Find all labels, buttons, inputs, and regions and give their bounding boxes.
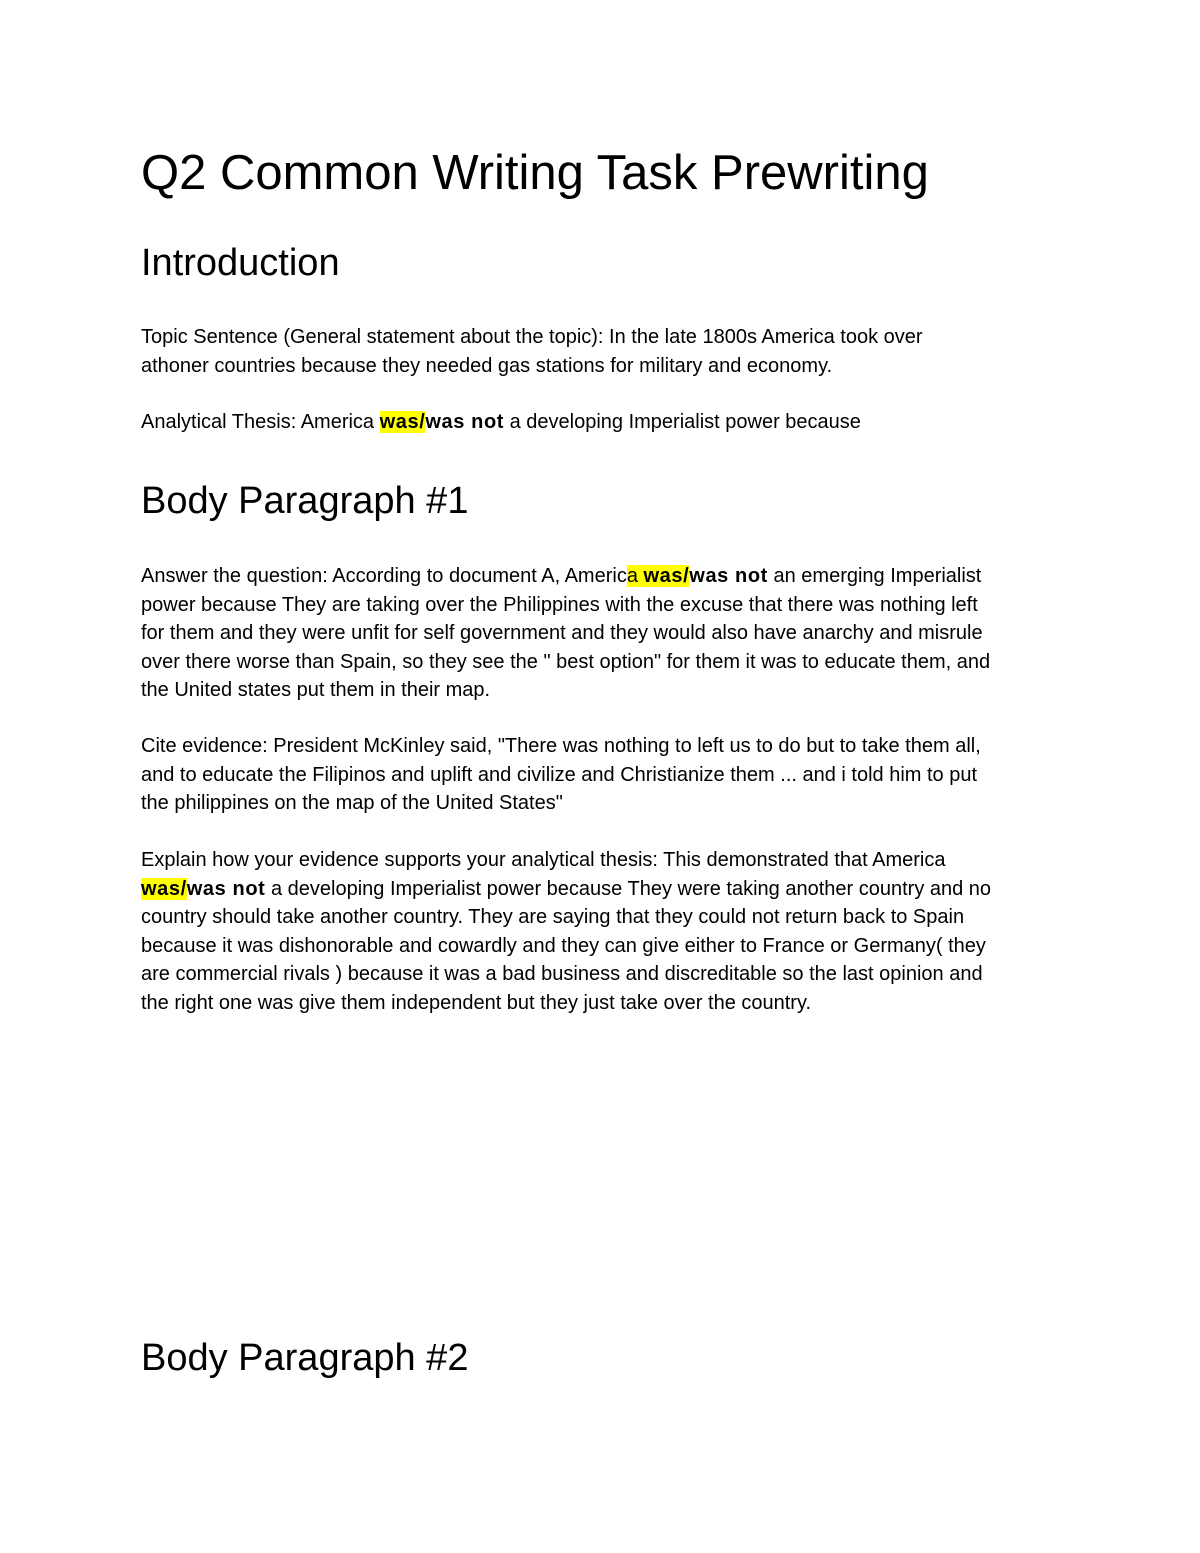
explain-line-4: because it was dishonorable and cowardly and they can give either to France or Germany( they [141, 934, 986, 957]
evidence-line-2: and to educate the Filipinos and uplift and civilize and Christianize them ... and i told him to put [141, 763, 978, 786]
topic-sentence-line-1: Topic Sentence (General statement about the topic): In the late 1800s America took over [141, 326, 923, 348]
body-paragraph-1-heading: Body Paragraph #1 [141, 480, 469, 522]
thesis-was-not: was not [425, 411, 505, 433]
introduction-heading: Introduction [141, 242, 340, 284]
answer-suffix: an emerging Imperialist [767, 565, 982, 587]
explain-line-6: the right one was give them independent but they just take over the country. [141, 991, 812, 1014]
answer-line-3: for them and they were unfit for self government and they would also have anarchy and misrule [141, 622, 983, 644]
explain-evidence [141, 846, 1071, 1017]
answer-prefix: Answer the question: According to document A, Americ [141, 565, 627, 587]
answer-was-not: was not [689, 565, 768, 587]
answer-the-question [141, 562, 1071, 705]
answer-line-4: over there worse than Spain, so they see the " best option" for them it was to educate them, and [141, 650, 991, 673]
thesis-suffix: a developing Imperialist power because [504, 411, 861, 433]
body-paragraph-2-heading: Body Paragraph #2 [141, 1337, 469, 1379]
topic-sentence [141, 323, 1071, 380]
explain-line-2-suffix: a developing Imperialist power because They were taking another country and no [265, 877, 992, 900]
thesis-prefix: Analytical Thesis: America [141, 411, 380, 433]
explain-line-5: are commercial rivals ) because it was a bad business and discreditable so the last opinion and [141, 963, 983, 985]
thesis-was-highlight: was/ [379, 411, 426, 433]
topic-sentence-line-2: athoner countries because they needed gas stations for military and economy. [141, 354, 833, 377]
answer-line-2: power because They are taking over the Philippines with the excuse that there was nothing left [141, 593, 978, 616]
document-title: Q2 Common Writing Task Prewriting [141, 146, 929, 200]
explain-line-1: Explain how your evidence supports your analytical thesis: This demonstrated that America [141, 849, 946, 871]
explain-line-3: country should take another country. They are saying that they could not return back to Spain [141, 906, 965, 928]
explain-was-highlight: was/ [141, 877, 187, 900]
answer-was-highlight: was/ [643, 565, 690, 587]
explain-line-2 [141, 875, 1071, 904]
evidence-line-3: the philippines on the map of the United States" [141, 792, 563, 814]
thesis-line [141, 408, 1071, 437]
analytical-thesis [141, 408, 1071, 437]
answer-line-1 [141, 562, 1071, 591]
evidence-line-1: Cite evidence: President McKinley said, "There was nothing to left us to do but to take them all, [141, 735, 981, 757]
answer-letter-highlight: a [626, 565, 644, 587]
answer-line-5: the United states put them in their map. [141, 679, 491, 701]
cite-evidence [141, 732, 1071, 818]
explain-was-not: was not [186, 877, 266, 900]
